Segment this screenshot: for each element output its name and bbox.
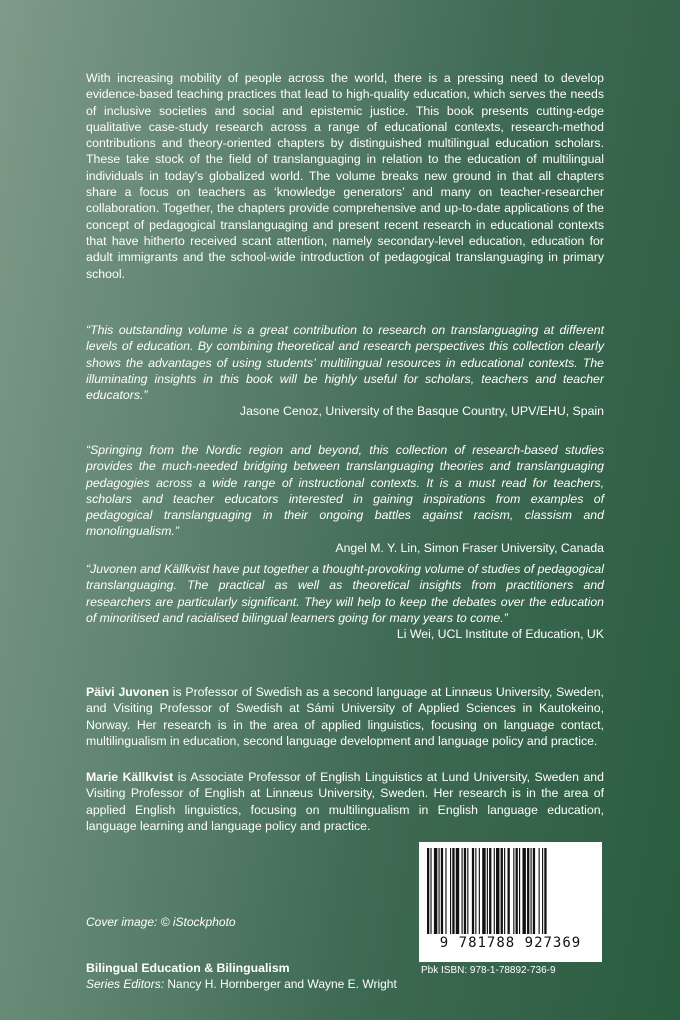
author-bio bbox=[86, 684, 604, 749]
isbn-label: Pbk ISBN: 978-1-78892-736-9 bbox=[421, 965, 556, 976]
author-bio-text: is Professor of Swedish as a second language at Linnæus University, Sweden, and Visiting Professor of Swedish at Sámi University of Applied Sciences in Kautokeino, Norway. Her research is in the area of applied linguistics, focusing on language contact, multilingualism in education, second language development and language policy and practice. bbox=[86, 685, 604, 748]
author-bio bbox=[86, 769, 604, 834]
barcode-number: 9 781788 927369 bbox=[439, 935, 582, 951]
cover-credit-text: : © iStockphoto bbox=[154, 915, 236, 929]
author-name: Marie Källkvist bbox=[86, 770, 174, 784]
quote-text: “Juvonen and Källkvist have put together a thought-provoking volume of studies of pedagogical translanguaging. The practical as well as theoretical insights from practitioners and researchers are particularly significant. They will help to keep the debates over the education of minoritised and racialised bilingual learners going for many years to come.” bbox=[86, 562, 604, 625]
series-title: Bilingual Education & Bilingualism bbox=[86, 961, 290, 975]
editors-names: Nancy H. Hornberger and Wayne E. Wright bbox=[164, 977, 397, 991]
quote-attribution: Jasone Cenoz, University of the Basque Country, UPV/EHU, Spain bbox=[239, 404, 604, 419]
barcode bbox=[419, 842, 602, 962]
back-cover-blurb: With increasing mobility of people across the world, there is a pressing need to develop evidence-based teaching practices that lead to high-quality education, which serves the needs of inclusive societies and social and epistemic justice. This book presents cutting-edge qualitative case-study research across a range of educational contexts, research-method contributions and theory-oriented chapters by distinguished multilingual education scholars. These take stock of the field of translanguaging in relation to the education of multilingual individuals in today's globalized world. The volume breaks new ground in that all chapters share a focus on teachers as ‘knowledge generators’ and many on teacher-researcher collaboration. Together, the chapters provide comprehensive and up-to-date applications of the concept of pedagogical translanguaging and present recent research in educational contexts that have hitherto received scant attention, namely secondary-level education, education for adult immigrants and the school-wide introduction of pedagogical translanguaging in primary school. bbox=[86, 71, 604, 281]
author-bio-text: is Associate Professor of English Linguistics at Lund University, Sweden and Visiting Professor of English at Linnæus University, Sweden. Her research is in the area of applied English linguistics, focusing on multilingualism in English language education, language learning and language policy and practice. bbox=[86, 770, 604, 833]
quote-attribution: Angel M. Y. Lin, Simon Fraser University, Canada bbox=[335, 540, 604, 555]
endorsement-quote bbox=[86, 442, 604, 556]
footer-credits bbox=[86, 914, 416, 992]
cover-credit bbox=[86, 914, 416, 930]
quote-attribution: Li Wei, UCL Institute of Education, UK bbox=[396, 627, 604, 642]
series-editors bbox=[86, 976, 416, 992]
author-name: Päivi Juvonen bbox=[86, 685, 170, 699]
cover-label: Cover image bbox=[86, 915, 155, 929]
endorsement-quote bbox=[86, 322, 604, 420]
quote-text: “This outstanding volume is a great contribution to research on translanguaging at different levels of education. By combining theoretical and research perspectives this collection clearly shows the advantages of using students’ multilingual resources in educational contexts. The illuminating insights in this book will be highly useful for scholars, teachers and teacher educators.” bbox=[86, 323, 604, 403]
quote-text: “Springing from the Nordic region and beyond, this collection of research-based studies provides the much-needed bridging between translanguaging theories and translanguaging pedagogies across a wide range of instructional contexts. It is a must read for teachers, scholars and teacher educators interested in gaining inspirations from examples of pedagogical translanguaging in their ongoing battles against racism, classism and monolingualism.” bbox=[86, 443, 604, 539]
editors-label: Series Editors: bbox=[86, 977, 165, 991]
barcode-bars-icon bbox=[427, 848, 597, 934]
endorsement-quote bbox=[86, 561, 604, 642]
